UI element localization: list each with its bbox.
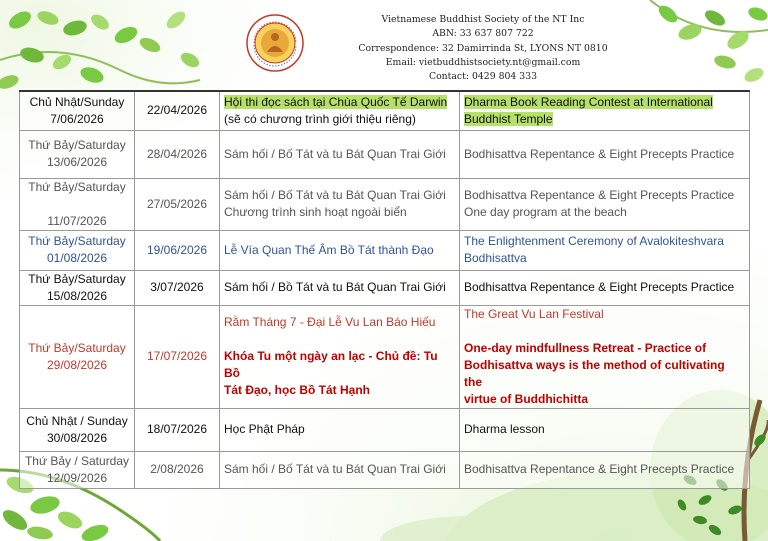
event-date: Thứ Bảy / Saturday 12/09/2026 (20, 451, 135, 488)
lunar-date: 28/04/2026 (135, 130, 220, 178)
org-abn: ABN: 33 637 807 722 (432, 28, 534, 40)
lunar-date: 17/07/2026 (135, 305, 220, 408)
table-row (20, 305, 750, 408)
lunar-date: 22/04/2026 (135, 91, 220, 130)
table-row (20, 408, 750, 451)
vietnamese-event: Sám hối / Bố Tát và tu Bát Quan Trai Giới Chương trình sinh hoạt ngoài biển (220, 178, 460, 230)
event-date: Thứ Bảy/Saturday 15/08/2026 (20, 270, 135, 305)
lunar-date: 18/07/2026 (135, 408, 220, 451)
english-event: The Enlightenment Ceremony of Avalokiteshvara Bodhisattva (460, 230, 750, 270)
org-name: Vietnamese Buddhist Society of the NT Inc (381, 14, 585, 25)
event-date: Thứ Bảy/Saturday 13/06/2026 (20, 130, 135, 178)
english-event: Bodhisattva Repentance & Eight Precepts Practice One day program at the beach (460, 178, 750, 230)
vietnamese-event: Sám hối / Bố Tát và tu Bát Quan Trai Giới (220, 451, 460, 488)
event-date: Thứ Bảy/Saturday 29/08/2026 (20, 305, 135, 408)
vietnamese-event: Học Phật Pháp (220, 408, 460, 451)
table-row (20, 91, 750, 130)
event-date: Thứ Bảy/Saturday 01/08/2026 (20, 230, 135, 270)
vietnamese-event: Rằm Tháng 7 - Đại Lễ Vu Lan Báo Hiếu Khóa Tu một ngày an lạc - Chủ đề: Tu Bồ Tát Đạo, học Bồ Tát Hạnh (220, 305, 460, 408)
lunar-date: 27/05/2026 (135, 178, 220, 230)
org-contact: Contact: 0429 804 333 (428, 71, 538, 83)
vietnamese-event: Sám hối / Bồ Tát và tu Bát Quan Trai Giới (220, 270, 460, 305)
org-email: Email: vietbuddhistsociety.nt@gmail.com (385, 56, 581, 68)
english-event: The Great Vu Lan Festival One-day mindfullness Retreat - Practice of Bodhisattva ways is the method of cultivating the virtue of Buddhichitta (460, 305, 750, 408)
event-date: Chủ Nhật/Sunday 7/06/2026 (20, 91, 135, 130)
english-event: Bodhisattva Repentance & Eight Precepts Practice (460, 451, 750, 488)
english-event: Dharma lesson (460, 408, 750, 451)
schedule-table (19, 90, 750, 489)
lunar-date: 2/08/2026 (135, 451, 220, 488)
vietnamese-event: Lễ Vía Quan Thế Âm Bồ Tát thành Đạo (220, 230, 460, 270)
lunar-date: 19/06/2026 (135, 230, 220, 270)
lunar-date: 3/07/2026 (135, 270, 220, 305)
english-event: Dharma Book Reading Contest at International Buddhist Temple (460, 91, 750, 130)
event-date: Chủ Nhật / Sunday 30/08/2026 (20, 408, 135, 451)
org-correspondence: Correspondence: 32 Damirrinda St, LYONS NT 0810 (358, 42, 608, 54)
vietnamese-event: Hội thi đọc sách tại Chùa Quốc Tế Darwin (sẽ có chương trình giới thiệu riêng) (220, 91, 460, 130)
society-logo-icon (246, 14, 304, 72)
table-row (20, 230, 750, 270)
table-row (20, 451, 750, 488)
letterhead (0, 0, 768, 90)
table-row (20, 178, 750, 230)
table-row (20, 270, 750, 305)
event-date: Thứ Bảy/Saturday 11/07/2026 (20, 178, 135, 230)
table-row (20, 130, 750, 178)
organization-info (318, 13, 648, 84)
vietnamese-event: Sám hối / Bố Tát và tu Bát Quan Trai Giới (220, 130, 460, 178)
english-event: Bodhisattva Repentance & Eight Precepts Practice (460, 130, 750, 178)
english-event: Bodhisattva Repentance & Eight Precepts Practice (460, 270, 750, 305)
